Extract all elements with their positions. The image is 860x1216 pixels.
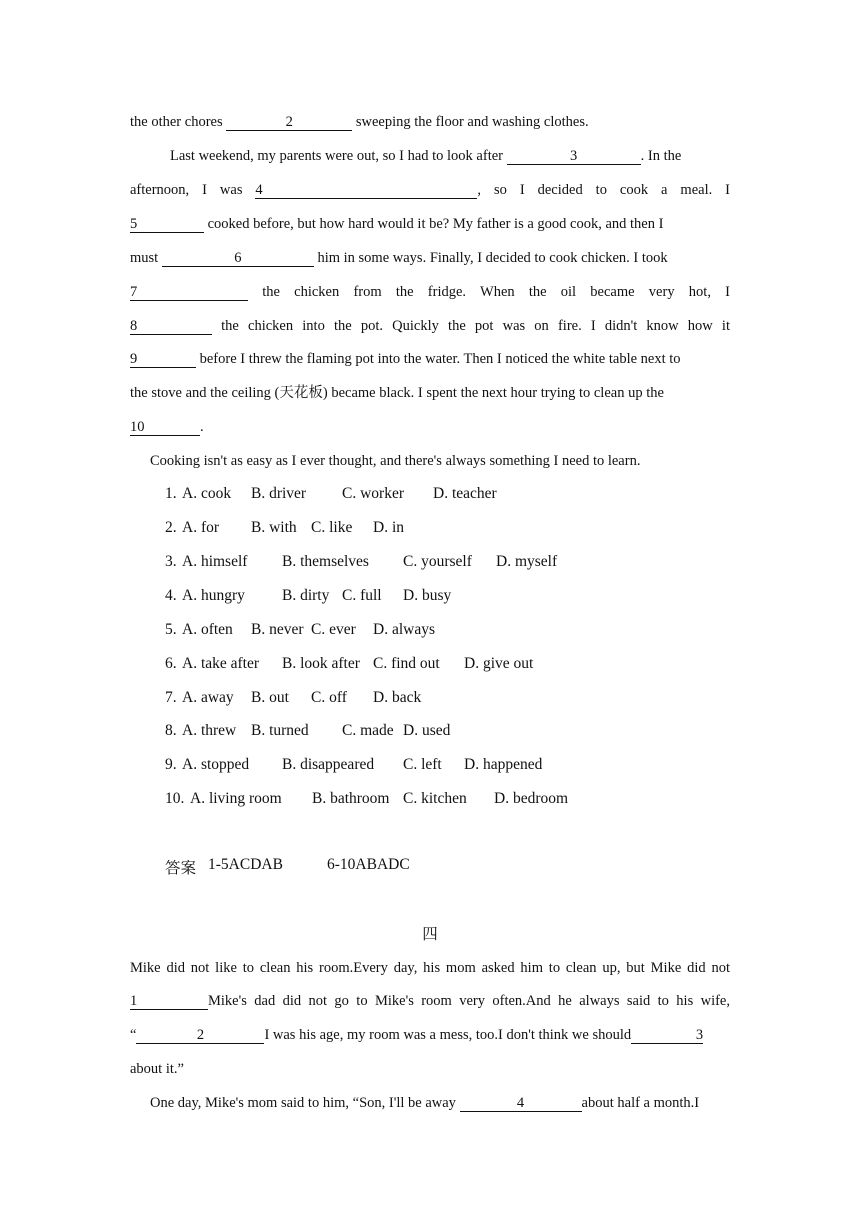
passage3-line-8: 9 before I threw the flaming pot into the water. Then I noticed the white table next to: [130, 351, 681, 367]
answer-key: [165, 856, 410, 878]
p4-blank-1: 1: [130, 993, 208, 1010]
passage4-line-5: One day, Mike's mom said to him, “Son, I'll be away 4 about half a month.I: [150, 1095, 700, 1111]
p4-blank-3: 3: [631, 1027, 703, 1044]
passage3-line-10: 10 .: [130, 419, 204, 435]
passage4-line-3: “ 2 I was his age, my room was a mess, too.I don't think we should 3: [130, 1027, 704, 1043]
passage3-line-7: 8 the chicken into the pot. Quickly the pot was on fire. I didn't know how it: [130, 318, 730, 334]
passage3-line-9: the stove and the ceiling (天花板) became black. I spent the next hour trying to clean up the: [130, 385, 664, 401]
section-heading: 四: [422, 925, 438, 943]
passage3-line-3: afternoon, I was 4 , so I decided to cook a meal. I: [130, 182, 731, 198]
blank-5: 5: [130, 216, 204, 233]
passage4-line-1: Mike did not like to clean his room.Every day, his mom asked him to clean up, but Mike did not: [130, 960, 730, 976]
blank-7: 7: [130, 284, 248, 301]
blank-2: 2: [226, 114, 352, 131]
document-page: the other chores 2 sweeping the floor and washing clothes. Last weekend, my parents were out, so I had to look after 3 . In the afternoon, I was 4 , so I decided to cook a meal. I 5 cooked before, but how hard would it be? My father is a good cook, and then I must 6 him in some ways. Finally, I decided to cook chicken. I took 7 the chicken from the fridge. When the oil became very hot, I 8 the chicken into the pot. Quickly the pot was on fire. I didn't know how it 9 before I threw the flaming pot into the water. Then I noticed the white table next to the stove and the ceiling (天花板) became black. I spent the next hour trying to clean up the 10 . Cooking isn't as easy as I ever thought, and there's always something I need to learn. 1. A. cook B. driver C. worker D. teacher 2. A. for B. with C. like D. in 3. A. himself B. themselves C. yourself D. myself 4. A. hungry B. dirty C. full D. busy 5. A. often B. never C. ever D. always 6. A. take after B. look after C. find out D. give out 7. A. away B. out C. off D. back 8. A. threw B. turned C. made D. used 9. A. stopped B. disappeared C. left D. happened 10. A. living room B. bathroom C. kitchen D. bedroom 答案 1-5ACDAB 6-10ABADC 四 Mike did not like to clean his room.Every day, his mom asked him to clean up, but Mike did not 1 Mike's dad did not go to Mike's room very often.And he always said to his wife, “ 2 I was his age, my room was a mess, too.I don't think we should 3 about it.” One day, Mike's mom said to him, “Son, I'll be away 4 about half a month.I: [0, 0, 860, 1216]
passage4-line-2: 1 Mike's dad did not go to Mike's room very often.And he always said to his wife,: [130, 993, 730, 1009]
p4-blank-4: 4: [460, 1095, 582, 1112]
blank-8: 8: [130, 318, 212, 335]
answer-part-2: 6-10ABADC: [327, 856, 410, 873]
passage3-line-1: the other chores 2 sweeping the floor and washing clothes.: [130, 114, 589, 130]
blank-10: 10: [130, 419, 200, 436]
blank-3: 3: [507, 148, 641, 165]
answer-part-1: 1-5ACDAB: [208, 856, 283, 873]
passage4-line-4: about it.”: [130, 1061, 184, 1077]
passage3-line-6: 7 the chicken from the fridge. When the oil became very hot, I: [130, 284, 730, 300]
passage3-line-11: Cooking isn't as easy as I ever thought, and there's always something I need to learn.: [150, 453, 641, 469]
passage3-line-2: Last weekend, my parents were out, so I had to look after 3 . In the: [170, 148, 682, 164]
answer-label: 答案: [165, 859, 197, 877]
passage3-line-5: must 6 him in some ways. Finally, I decided to cook chicken. I took: [130, 250, 668, 266]
blank-6: 6: [162, 250, 314, 267]
p4-blank-2: 2: [136, 1027, 264, 1044]
passage3-line-4: 5 cooked before, but how hard would it be? My father is a good cook, and then I: [130, 216, 664, 232]
blank-9: 9: [130, 351, 196, 368]
blank-4: 4: [255, 182, 477, 199]
